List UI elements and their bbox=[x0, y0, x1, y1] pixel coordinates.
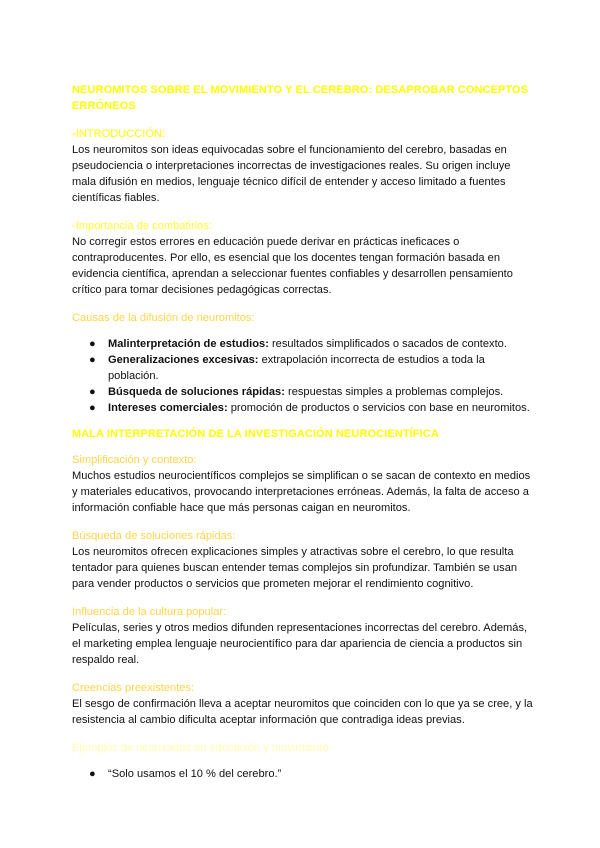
cause-text: respuestas simples a problemas complejos. bbox=[284, 386, 504, 398]
examples-heading: Ejemplos de neuromitos en educación y movimiento: bbox=[72, 742, 332, 754]
bullet-icon: ● bbox=[89, 402, 96, 414]
subsection-heading-cultura: Influencia de la cultura popular: bbox=[72, 606, 227, 618]
cause-title: Malinterpretación de estudios: bbox=[108, 338, 269, 350]
list-item bbox=[72, 336, 534, 352]
subsection-heading-soluciones: Búsqueda de soluciones rápidas: bbox=[72, 530, 236, 542]
list-item bbox=[72, 400, 534, 416]
cause-title: Búsqueda de soluciones rápidas: bbox=[108, 386, 285, 398]
subsection-heading-simplificacion: Simplificación y contexto: bbox=[72, 454, 197, 466]
subsection-text-simplificacion: Muchos estudios neurocientíficos complejos se simplifican o se sacan de contexto en medios y materiales educativos, provocando interpretaciones erróneas. Además, la falta de acceso a información confiable hace que más personas caigan en neuromitos. bbox=[72, 470, 531, 514]
importance-text: No corregir estos errores en educación puede derivar en prácticas ineficaces o contraproducentes. Por ello, es esencial que los docentes tengan formación basada en evidencia científica, aprendan a seleccionar fuentes confiables y desarrollen pensamiento crítico para tomar decisiones pedagógicas correctas. bbox=[72, 236, 513, 296]
bullet-icon: ● bbox=[89, 354, 96, 366]
bullet-icon: ● bbox=[89, 768, 96, 780]
bullet-icon: ● bbox=[89, 338, 96, 350]
list-item bbox=[72, 384, 534, 400]
cause-title: Intereses comerciales: bbox=[108, 402, 228, 414]
intro-text: Los neuromitos son ideas equivocadas sobre el funcionamiento del cerebro, basadas en pseudociencia o interpretaciones incorrectas de investigaciones reales. Su origen incluye mala difusión en medios, lenguaje técnico difícil de entender y acceso limitado a fuentes científicas fiables. bbox=[72, 144, 511, 204]
document-page bbox=[72, 82, 534, 792]
cause-title: Generalizaciones excesivas: bbox=[108, 354, 259, 366]
subsection-text-creencias: El sesgo de confirmación lleva a aceptar neuromitos que coinciden con lo que ya se cree, y la resistencia al cambio dificulta aceptar información que contradiga ideas previas. bbox=[72, 698, 533, 726]
intro-heading: -INTRODUCCIÓN: bbox=[72, 128, 166, 140]
cause-text: promoción de productos o servicios con base en neuromitos. bbox=[227, 402, 530, 414]
cause-text: extrapolación incorrecta de estudios a toda la población. bbox=[108, 354, 485, 382]
subsection-heading-creencias: Creencias preexistentes: bbox=[72, 682, 195, 694]
bullet-icon: ● bbox=[89, 386, 96, 398]
document-title: NEUROMITOS SOBRE EL MOVIMIENTO Y EL CEREBRO: DESAPROBAR CONCEPTOS ERRÓNEOS bbox=[72, 84, 529, 112]
causes-list bbox=[72, 336, 534, 416]
section2-heading: MALA INTERPRETACIÓN DE LA INVESTIGACIÓN NEUROCIENTÍFICA bbox=[72, 428, 439, 440]
examples-list bbox=[72, 766, 534, 782]
subsection-text-cultura: Películas, series y otros medios difunden representaciones incorrectas del cerebro. Además, el marketing emplea lenguaje neurocientífico para dar apariencia de ciencia a productos sin respaldo real. bbox=[72, 622, 528, 666]
list-item bbox=[72, 352, 534, 384]
subsection-text-soluciones: Los neuromitos ofrecen explicaciones simples y atractivas sobre el cerebro, lo que resulta tentador para quienes buscan entender temas complejos sin profundizar. También se usan para vender productos o servicios que prometen mejorar el rendimiento cognitivo. bbox=[72, 546, 518, 590]
cause-text: resultados simplificados o sacados de contexto. bbox=[268, 338, 507, 350]
example-text: “Solo usamos el 10 % del cerebro.” bbox=[108, 768, 282, 780]
importance-heading: -Importancia de combatirlos: bbox=[72, 220, 212, 232]
causes-heading: Causas de la difusión de neuromitos: bbox=[72, 312, 255, 324]
list-item bbox=[72, 766, 534, 782]
